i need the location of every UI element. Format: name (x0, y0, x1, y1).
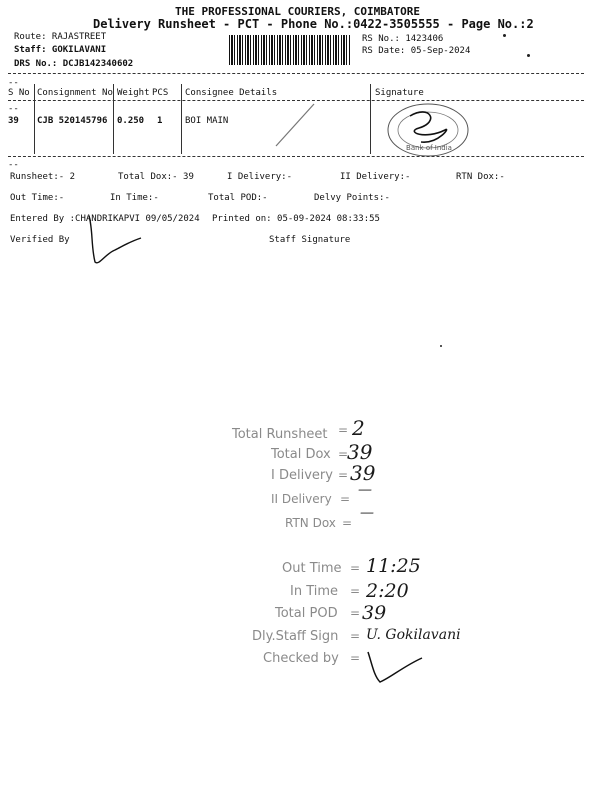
hw-out-time: 11:25 (366, 555, 421, 577)
stamp-label-i-delivery: I Delivery (271, 468, 333, 483)
column-rule (113, 84, 114, 154)
checked-by-signature (360, 648, 430, 688)
stamp-label-dly-staff-sign: Dly.Staff Sign (252, 629, 339, 644)
verified-by: Verified By (10, 235, 70, 245)
verifier-signature (85, 212, 145, 268)
summary-runsheet: Runsheet:- 2 (10, 172, 76, 182)
hw-total-pod: 39 (362, 602, 387, 624)
drs-number: DRS No.: DCJB142340602 (14, 59, 134, 69)
hw-ii-delivery: — (358, 482, 372, 498)
column-rule (34, 84, 35, 154)
rs-date: RS Date: 05-Sep-2024 (362, 46, 471, 56)
stamp-label-ii-delivery: II Delivery (271, 492, 332, 506)
col-sno: S No (8, 88, 30, 98)
company-name: THE PROFESSIONAL COURIERS, COIMBATORE (175, 5, 421, 18)
entered-by: Entered By :CHANDRIKAPVI 09/05/2024 (10, 214, 200, 224)
stamp-label-total-pod: Total POD (275, 606, 338, 621)
stamp-label-checked-by: Checked by (263, 651, 339, 666)
col-consignee: Consignee Details (185, 88, 278, 98)
stamp-text: Bank of India (406, 144, 452, 152)
stamp-label-out-time: Out Time (282, 561, 342, 576)
col-weight: Weight (117, 88, 150, 98)
hw-i-delivery: 39 (350, 461, 376, 485)
summary-out-time: Out Time:- (10, 193, 65, 203)
summary-i-delivery: I Delivery:- (227, 172, 293, 182)
pen-stroke (270, 100, 320, 150)
column-rule (181, 84, 182, 154)
hw-total-runsheet: 2 (352, 416, 365, 440)
barcode-image (229, 35, 351, 65)
runsheet-title: Delivery Runsheet - PCT - Phone No.:0422-3505555 - Page No.:2 (93, 17, 534, 31)
bank-stamp-icon (385, 102, 471, 158)
staff-label: Staff: GOKILAVANI (14, 45, 107, 55)
row-consignee: BOI MAIN (185, 116, 229, 126)
summary-rtn-dox: RTN Dox:- (456, 172, 505, 182)
print-speck (440, 345, 442, 347)
print-speck (503, 34, 506, 37)
hw-rtn-dox: — (360, 505, 374, 521)
route-label: Route: RAJASTREET (14, 32, 107, 42)
row-pcs: 1 (157, 116, 163, 126)
summary-in-time: In Time:- (110, 193, 159, 203)
summary-delvy-points: Delvy Points:- (314, 193, 390, 203)
staff-signature-label: Staff Signature (269, 235, 351, 245)
summary-total-pod: Total POD:- (208, 193, 268, 203)
summary-ii-delivery: II Delivery:- (340, 172, 411, 182)
stamp-label-total-dox: Total Dox (271, 447, 331, 462)
row-sno: 39 (8, 116, 19, 126)
hw-total-dox: 39 (347, 440, 373, 464)
stamp-label-in-time: In Time (290, 584, 339, 599)
stamp-label-rtn-dox: RTN Dox (285, 516, 336, 530)
rs-number: RS No.: 1423406 (362, 34, 444, 44)
column-rule (370, 84, 371, 154)
col-signature: Signature (375, 88, 424, 98)
divider-line (8, 73, 584, 74)
hw-staff-sign: U. Gokilavani (366, 627, 461, 643)
row-weight: 0.250 (117, 116, 145, 126)
divider-line (8, 156, 584, 157)
printed-on: Printed on: 05-09-2024 08:33:55 (212, 214, 380, 224)
col-pcs: PCS (152, 88, 169, 98)
print-speck (527, 54, 530, 57)
row-consignment: CJB 520145796 (37, 116, 108, 126)
col-consignment: Consignment No (37, 88, 113, 98)
summary-total-dox: Total Dox:- 39 (118, 172, 194, 182)
hw-in-time: 2:20 (366, 580, 409, 602)
stamp-label-total-runsheet: Total Runsheet (232, 427, 328, 442)
